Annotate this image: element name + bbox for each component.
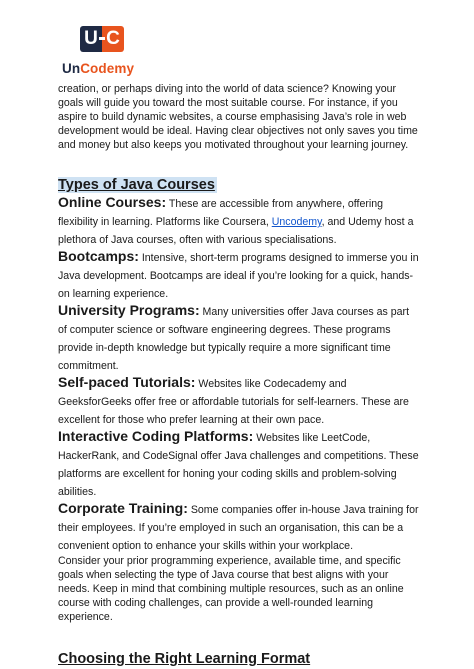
item-desc: These are accessible from anywhere, offering flexibility in learning. Platforms like Coursera, (58, 198, 384, 228)
uncodemy-link[interactable]: Uncodemy (271, 216, 322, 228)
item-desc: Intensive, short-term programs designed to immerse you in Java development. Bootcamps are ideal if you’re looking for a quick, hands-on learning experience. (58, 252, 419, 300)
item-desc: Websites like Codecademy and GeeksforGeeks offer free or affordable tutorials for self-learners. These are excellent for those who prefer learning at their own pace. (58, 378, 409, 426)
item-term: Online Courses: (58, 194, 167, 210)
item-term: Corporate Training: (58, 500, 188, 516)
item-university-programs (58, 302, 420, 374)
item-self-paced-tutorials (58, 374, 420, 428)
item-interactive-coding-platforms (58, 428, 420, 500)
item-desc: Websites like LeetCode, HackerRank, and CodeSignal offer Java challenges and competitions. These platforms are excellent for honing your coding skills and problem-solving abilities. (58, 432, 419, 498)
item-term: University Programs: (58, 302, 200, 318)
logo-word-codemy: Codemy (80, 61, 135, 76)
logo-letter-c: C (102, 26, 124, 52)
item-term: Interactive Coding Platforms: (58, 428, 254, 444)
item-online-courses (58, 194, 420, 248)
item-desc: Some companies offer in-house Java training for their employees. If you’re employed in such an organisation, this can be a convenient option to enhance your skills within your workplace. (58, 504, 419, 552)
uncodemy-logo (62, 26, 140, 82)
types-heading: Types of Java Courses (58, 177, 215, 193)
item-term: Bootcamps: (58, 248, 139, 264)
logo-word-un: Un (62, 61, 81, 76)
item-desc-end: , and Udemy host a plethora of Java courses, often with various specialisations. (58, 216, 414, 246)
document-body (58, 82, 420, 668)
closing-paragraph: Consider your prior programming experience, available time, and specific goals when selecting the type of Java course that best aligns with your needs. Keep in mind that combining multiple resources, such as an online course with coding challenges, can provide a well-rounded learning experience. (58, 555, 404, 623)
logo-letter-u: U (80, 26, 102, 52)
item-term: Self-paced Tutorials: (58, 374, 196, 390)
logo-dash (99, 37, 105, 40)
item-corporate-training (58, 500, 420, 554)
logo-wordmark (62, 61, 134, 76)
item-bootcamps (58, 248, 420, 302)
item-desc: Many universities offer Java courses as part of computer science or software engineering degrees. These programs provide in-depth knowledge but typically require a more significant time commitment. (58, 306, 410, 372)
intro-paragraph: creation, or perhaps diving into the world of data science? Knowing your goals will guide you toward the most suitable course. For instance, if you aspire to build dynamic websites, a course emphasising Java’s role in web development would be ideal. Having clear objectives not only saves you time and money but also keeps you motivated throughout your learning journey. (58, 83, 418, 151)
format-heading: Choosing the Right Learning Format (58, 651, 311, 667)
